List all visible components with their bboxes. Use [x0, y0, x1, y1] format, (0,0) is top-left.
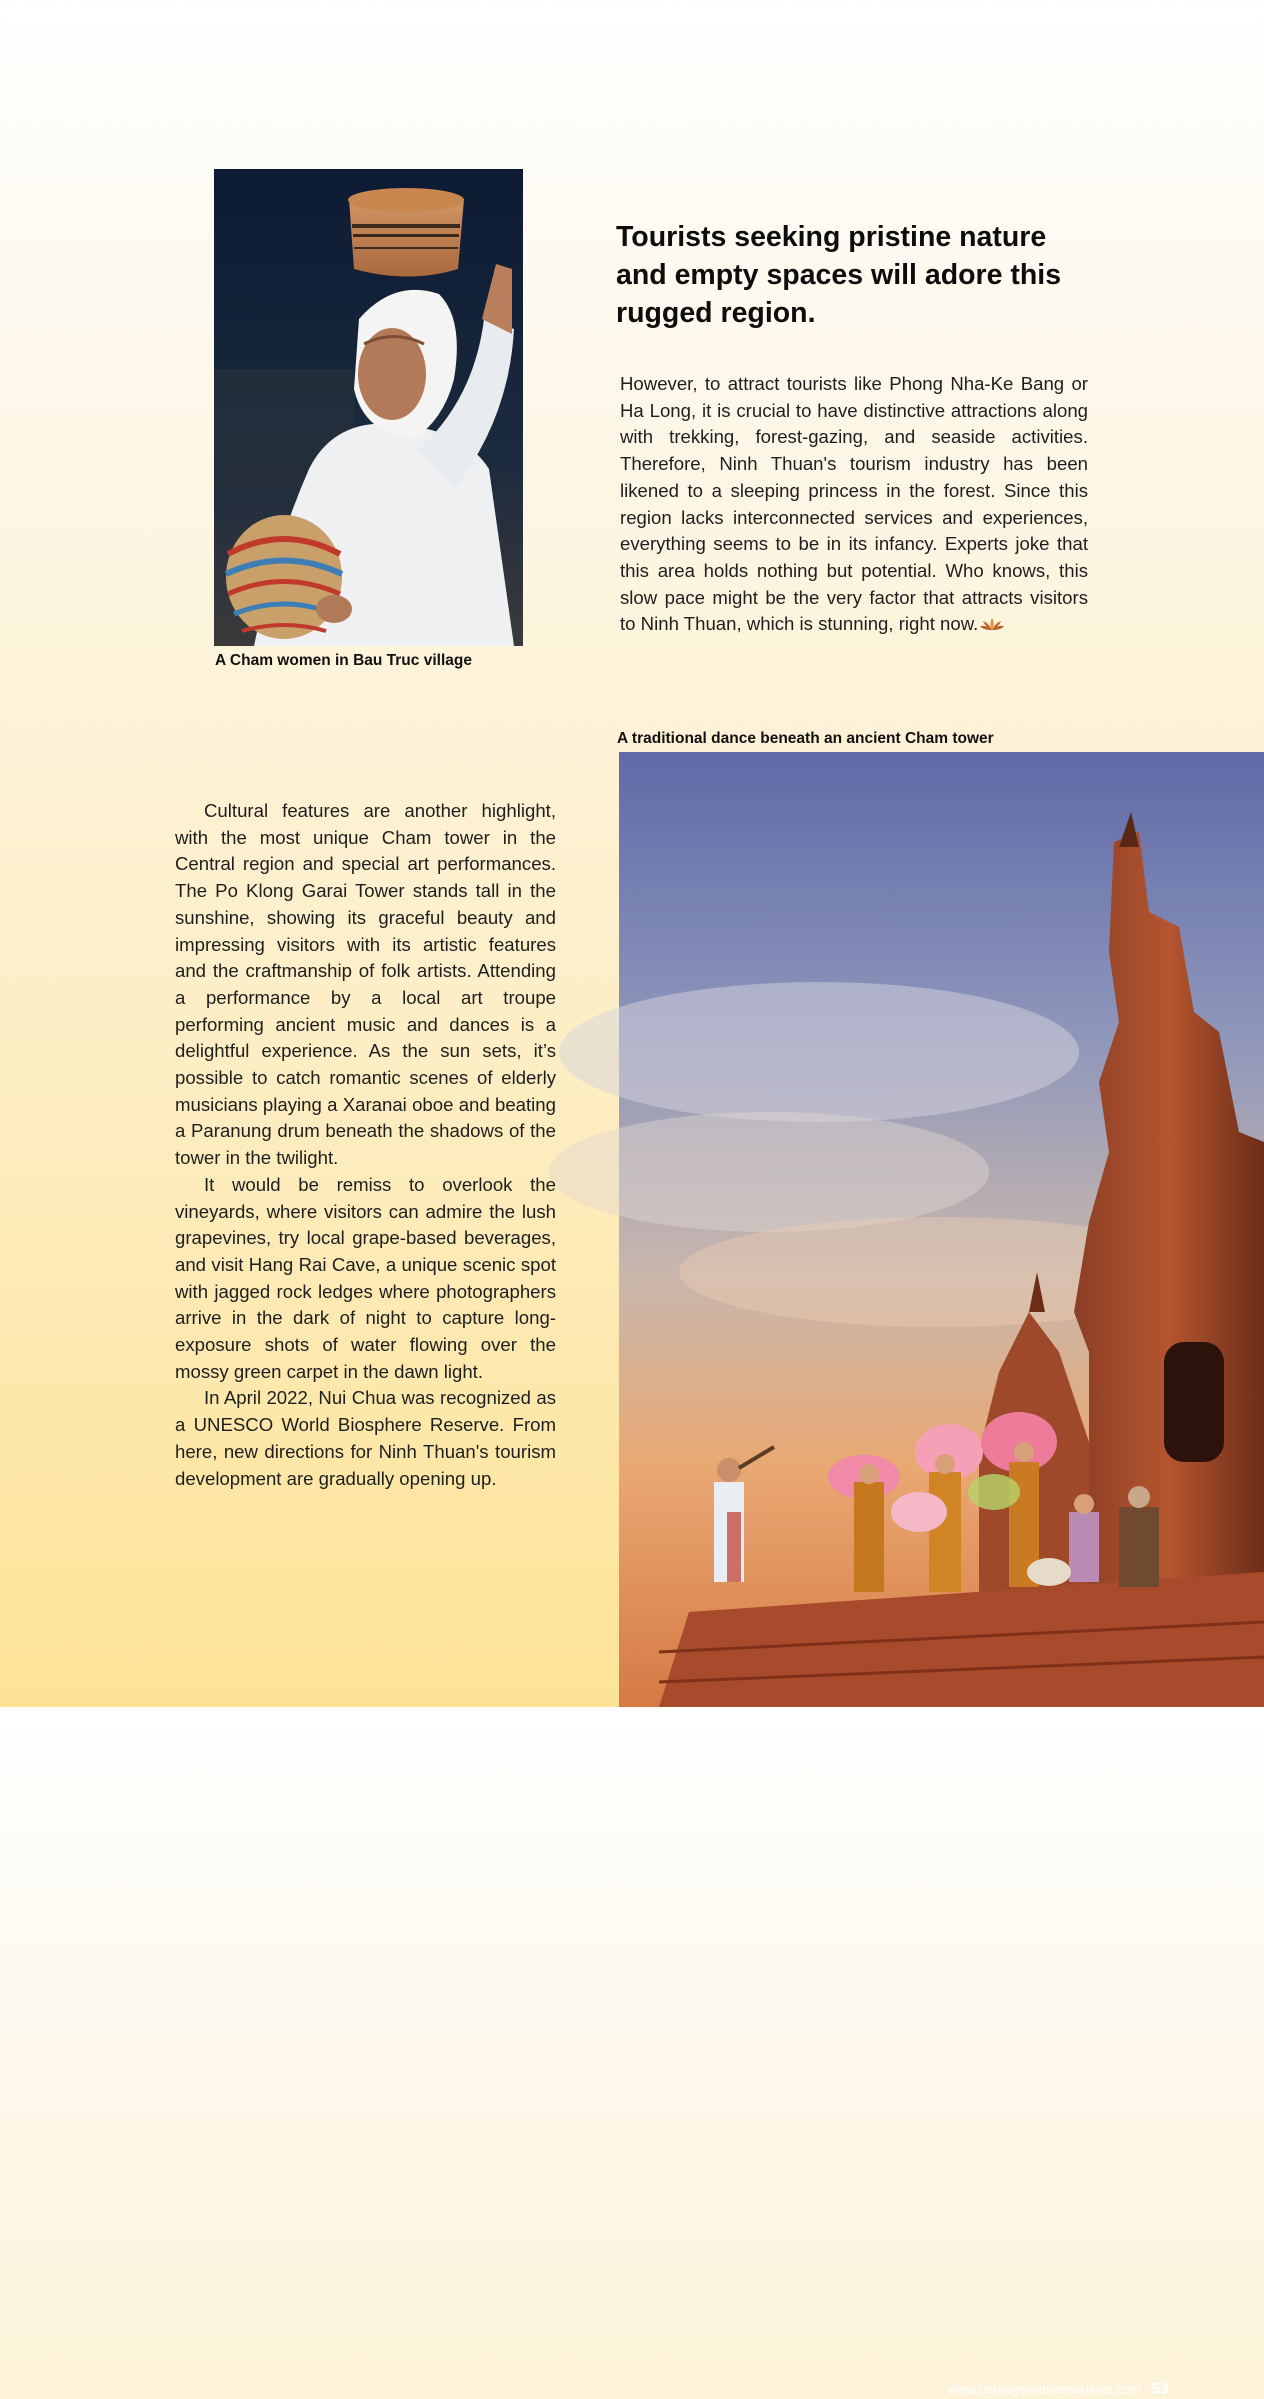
body-paragraph: It would be remiss to overlook the vineyards, where visitors can admire the lush grapevines, try local grape-based beverages, and visit Hang Rai Cave, a unique scenic spot with jagged rock ledges where photographers arrive in the dark of night to capture long-exposure shots of water flowing over the mossy green carpet in the dawn light.: [175, 1173, 556, 1382]
right-text-column: [620, 371, 1088, 638]
page-footer: [948, 2381, 1169, 2399]
footer-url[interactable]: www.heritagevietnamairlines.com: [947, 2382, 1141, 2397]
dance-caption: A traditional dance beneath an ancient Cham tower: [617, 730, 994, 747]
body-paragraph-text: However, to attract tourists like Phong Nha-Ke Bang or Ha Long, it is crucial to have distinctive attractions along with trekking, forest-gazing, and seaside activities. Therefore, Ninh Thuan's tourism industry has been likened to a sleeping princess in the forest. Since this region lacks interconnected services and experiences, everything seems to be in its infancy. Experts joke that this area holds nothing but potential. Who knows, this slow pace might be the very factor that attracts visitors to Ninh Thuan, which is stunning, right now.: [620, 373, 1088, 635]
cham-tower-dance-photo: [619, 752, 1264, 2398]
lotus-icon: [980, 617, 1004, 631]
body-paragraph: Cultural features are another highlight, with the most unique Cham tower in the Central region and special art performances. The Po Klong Garai Tower stands tall in the sunshine, showing its graceful beauty and impressing visitors with its artistic features and the craftmanship of folk artists. Attending a performance by a local art troupe performing ancient music and dances is a delightful experience. As the sun sets, it’s possible to catch romantic scenes of elderly musicians playing a Xaranai oboe and beating a Paranung drum beneath the shadows of the tower in the twilight.: [175, 800, 556, 1169]
cham-woman-caption: A Cham women in Bau Truc village: [215, 652, 472, 669]
left-text-column: [175, 798, 556, 1492]
body-paragraph: [620, 371, 1088, 638]
pull-quote: Tourists seeking pristine nature and empty spaces will adore this rugged region.: [616, 221, 1062, 329]
cham-woman-photo: [214, 169, 523, 646]
page-number: 53: [1151, 2381, 1169, 2398]
body-paragraph: In April 2022, Nui Chua was recognized as a UNESCO World Biosphere Reserve. From here, new directions for Ninh Thuan's tourism development are gradually opening up.: [175, 1387, 556, 1489]
